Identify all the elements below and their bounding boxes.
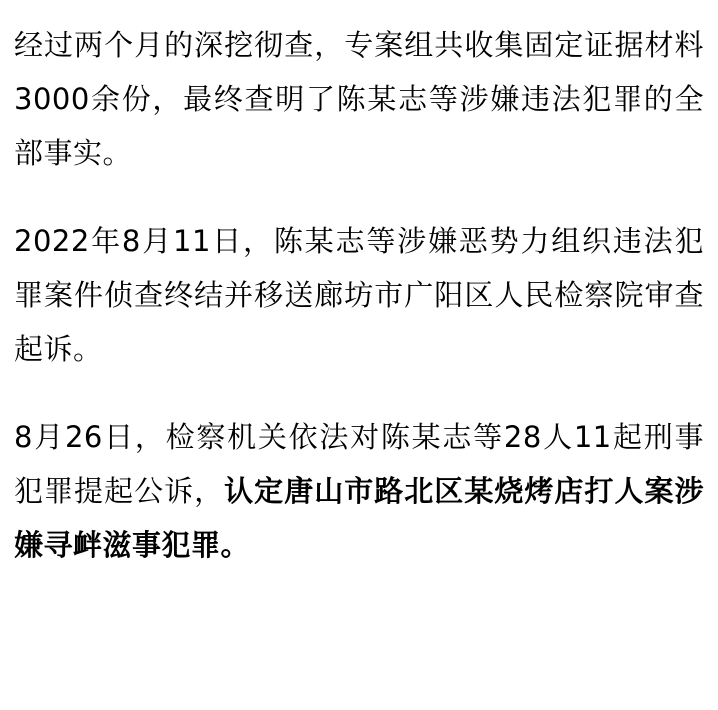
paragraph-2: [14, 214, 704, 376]
paragraph-3: [14, 410, 704, 572]
text-run: 经过两个月的深挖彻查，专案组共收集固定证据材料3000余份，最终查明了陈某志等涉嫌违法犯罪的全部事实。: [14, 28, 704, 170]
text-run-emphasis: 认定唐山市路北区某烧烤店打人案涉嫌寻衅滋事犯罪。: [14, 474, 704, 562]
paragraph-1: [14, 18, 704, 180]
text-run: 8月26日，检察机关依法对陈某志等28人11起刑事犯罪提起公诉，: [14, 420, 704, 508]
text-run: 2022年8月11日，陈某志等涉嫌恶势力组织违法犯罪案件侦查终结并移送廊坊市广阳区人民检察院审查起诉。: [14, 224, 704, 366]
